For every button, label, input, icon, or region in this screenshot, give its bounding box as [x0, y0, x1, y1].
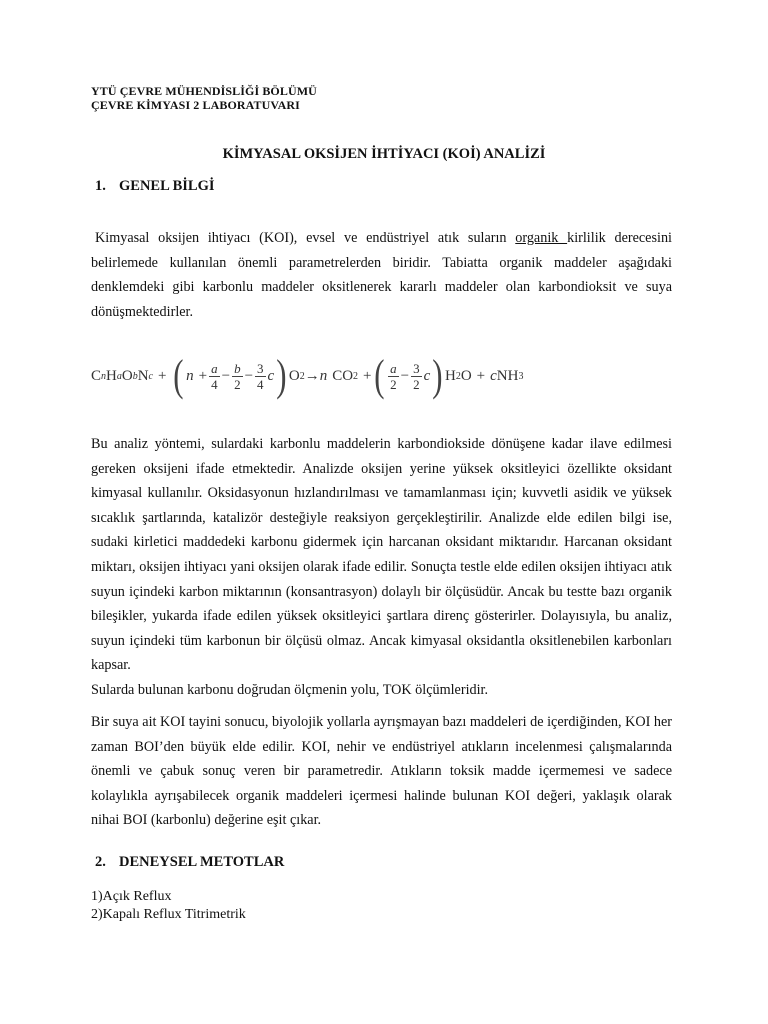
eq-o: O — [121, 367, 133, 384]
methods-list — [91, 888, 246, 924]
eq-co2: CO — [332, 367, 354, 384]
eq-plus: + — [476, 367, 486, 384]
koi-boi-paragraph: Bir suya ait KOI tayini sonucu, biyolojik yollarla ayrışmayan bazı maddeleri de içerdiğinden, KOI her zaman BOI’den büyük elde edilir. KOI, nehir ve endüstriyel atıkların incelenmesi çalışmalarında önemli ve çabuk sonuç veren bir parametredir. Atıkların toksik madde içermemesi ve sadece kolaylıkla ayrışabilecek organik maddeleri içermesi halinde bulunan KOI değeri, yaklaşık olarak nihai BOI (karbonlu) değerine eşit çıkar. — [91, 714, 672, 829]
eq-coef-n: n — [186, 367, 194, 384]
eq-minus: − — [400, 367, 410, 384]
eq-plus: + — [198, 367, 208, 384]
eq-paren-close: ) — [276, 351, 287, 400]
section-number: 2. — [95, 854, 106, 870]
eq-fraction: $\frac{3}{4}$ — [257, 360, 264, 392]
section-heading-general-info — [95, 178, 215, 195]
eq-c: C — [91, 367, 102, 384]
oxidation-equation: C n H a O b N c + ( n + $\frac{a}{4}$ − $\frac{b}{2}$ − $\frac{3}{4}$ c ) O 2 → n CO 2 + ( $\frac{a}{2}$ − $\frac{3}{2}$ c ) H 2 O + c NH 3 — [91, 351, 524, 400]
eq-sub-n: n — [101, 370, 107, 382]
eq-fraction: $\frac{a}{4}$ — [211, 360, 218, 392]
analysis-text: Bu analiz yöntemi, sulardaki karbonlu maddelerin karbondiokside dönüşene kadar ilave edilmesi gereken oksijeni ifade etmektedir. Analizde oksijen yerine yüksek oksitleyici özellikte oksidant kimyasal kullanılır. Oksidasyonun hızlandırılması ve tamamlanması için; kuvvetli asidik ve yüksek sıcaklık şartlarında, katalizör desteğiyle reaksiyon gerçekleştirilir. Analizde elde edilen bilgi ise, sudaki kirletici maddedeki karbonu gidermek için harcanan oksidant miktarıdır. Harcanan oksidant miktarı, oksijen ihtiyacı yani oksijen olarak ifade edilir. Sonuçta testle elde edilen oksijen ihtiyacı atık suyun içindeki karbon miktarının (konsantrasyon) dolaylı bir ölçüsüdür. Ancak bu testte bazı organik bileşikler, yukarda ifade edilen yüksek oksitleyici şartlara direnç gösterirler. Dolayısıyla, bu analiz, suyun içindeki tüm karbonun bir ölçüsü olmaz. Ancak kimyasal oksidantla oksitlenebilen karbonları kapsar. — [91, 436, 672, 674]
eq-fraction: $\frac{3}{2}$ — [413, 360, 420, 392]
list-item: 1)Açık Reflux — [91, 889, 172, 904]
eq-minus: − — [244, 367, 254, 384]
eq-paren-close: ) — [432, 351, 443, 400]
eq-h: H — [106, 367, 117, 384]
section-title: DENEYSEL METOTLAR — [119, 854, 285, 870]
analysis-paragraph — [91, 432, 672, 703]
eq-c-coef: c — [267, 367, 275, 384]
eq-sub-b: b — [132, 370, 138, 382]
eq-coef-n: n — [319, 367, 328, 384]
section-number: 1. — [95, 178, 106, 194]
section-title: GENEL BİLGİ — [119, 178, 215, 194]
eq-n: N — [137, 367, 149, 384]
eq-paren-open: ( — [373, 351, 384, 400]
eq-c-coef: c — [490, 367, 497, 384]
list-item: 2)Kapalı Reflux Titrimetrik — [91, 907, 246, 922]
eq-plus: + — [158, 367, 167, 384]
intro-underlined-word: organik — [515, 230, 568, 246]
eq-h2o: H — [444, 367, 456, 384]
eq-sub-a: a — [116, 370, 122, 382]
intro-text-part1: Kimyasal oksijen ihtiyacı (KOI), evsel ve endüstriyel atık suların — [95, 230, 516, 246]
eq-sub-c: c — [148, 370, 153, 382]
eq-plus: + — [363, 367, 372, 384]
lab-header: ÇEVRE KİMYASI 2 LABORATUVARI — [91, 98, 300, 112]
eq-arrow: → — [304, 367, 320, 384]
section-heading-experimental-methods — [95, 854, 284, 871]
eq-minus: − — [221, 367, 231, 384]
eq-c-coef: c — [423, 367, 431, 384]
intro-text-part2: kirlilik derecesini belirlemede kullanılan önemli parametrelerden biridir. Tabiatta organik maddeler aşağıdaki denklemdeki gibi karbonlu maddeler oksitlenerek kararlı maddeler olan karbondioksit ve suya dönüşmektedirler. — [91, 230, 672, 320]
eq-paren-open: ( — [173, 351, 184, 400]
document-title: KİMYASAL OKSİJEN İHTİYACI (KOİ) ANALİZİ — [222, 146, 546, 162]
eq-nh3: NH — [496, 367, 519, 384]
intro-paragraph — [91, 226, 672, 324]
eq-fraction: $\frac{a}{2}$ — [390, 360, 397, 392]
eq-o2: O — [288, 367, 300, 384]
tok-sentence: Sularda bulunan karbonu doğrudan ölçmenin yolu, TOK ölçümleridir. — [91, 681, 489, 698]
eq-fraction: $\frac{b}{2}$ — [234, 360, 241, 392]
department-header: YTÜ ÇEVRE MÜHENDİSLİĞİ BÖLÜMÜ — [91, 84, 317, 98]
